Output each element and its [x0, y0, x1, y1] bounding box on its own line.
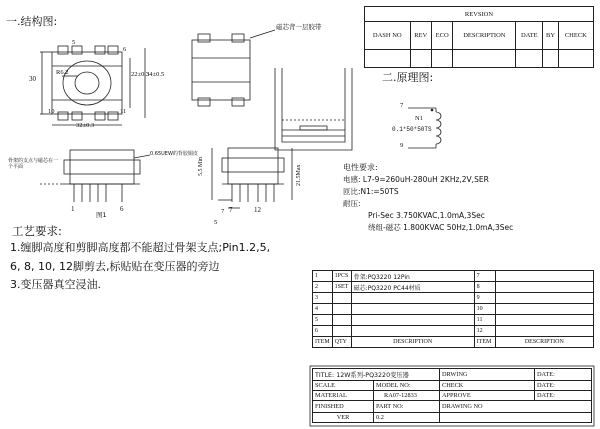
dim-5: 5	[214, 219, 218, 226]
figure-label: 图1	[96, 211, 107, 219]
rev-col-check: CHECK	[558, 22, 593, 50]
pin-1-front: 1	[71, 205, 75, 213]
bom-row	[313, 326, 594, 337]
process-line-2: 6, 8, 10, 12脚剪去,标贴贴在变压器的旁边	[10, 260, 220, 273]
hipot-winding-core: 绕组-磁芯 1.800KVAC 50Hz,1.0mA,3Sec	[368, 223, 514, 232]
bom-row	[313, 293, 594, 304]
bom-item: 5	[313, 315, 333, 326]
bom-qty	[332, 304, 351, 315]
bom-item-2: 12	[474, 326, 495, 337]
bom-header-desc-2: DESCRIPTION	[495, 337, 593, 348]
tb-model-value: RA07-12833	[374, 391, 440, 401]
revision-table	[364, 6, 594, 68]
electrical-inductance: 电感: L7-9=260uH-280uH 2KHz,2V,SER	[343, 175, 489, 184]
hipot-pri-sec: Pri-Sec 3.750KVAC,1.0mA,3Sec	[368, 211, 485, 220]
bom-qty	[332, 315, 351, 326]
tb-title-value: 12W系列-PQ3220变压器	[336, 372, 409, 379]
bom-item: 1	[313, 271, 333, 282]
process-title: 工艺要求:	[12, 224, 62, 238]
rev-col-date: DATE	[516, 22, 543, 50]
bom-desc-2	[495, 282, 593, 293]
bom-header-desc: DESCRIPTION	[351, 337, 474, 348]
bom-item-2: 9	[474, 293, 495, 304]
tb-title-label: TITLE:	[315, 372, 335, 379]
bom-item: 4	[313, 304, 333, 315]
bom-desc: 磁芯:PQ3220 PC44材质	[351, 282, 474, 293]
dim-7: 7	[221, 208, 225, 215]
tb-ver-value: 0.2	[374, 413, 440, 423]
tb-ver: VER	[313, 413, 374, 423]
bom-header-qty: QTY	[332, 337, 351, 348]
support-note-label: 骨架的支点与磁芯在一个平面	[8, 158, 59, 170]
bom-desc-2	[495, 304, 593, 315]
process-line-1: 1.缠脚高度和剪脚高度都不能超过骨架支点;Pin1.2,5,	[10, 241, 271, 254]
bom-desc: 骨架:PQ3220 12Pin	[351, 271, 474, 282]
schematic-pin-9: 9	[400, 142, 404, 149]
tb-drwing: DRWING	[440, 369, 535, 381]
pin-5: 5	[72, 39, 76, 46]
winding-spec: 0.1*50*50TS	[392, 126, 432, 133]
bom-header-item: ITEM	[313, 337, 333, 348]
tb-date-1: DATE:	[535, 369, 592, 381]
tb-model-label: MODEL NO:	[374, 381, 440, 391]
rev-col-rev: REV	[410, 22, 431, 50]
bom-row	[313, 304, 594, 315]
bom-desc-2	[495, 271, 593, 282]
process-line-3: 3.变压器真空浸油.	[10, 278, 101, 291]
bom-desc-2	[495, 326, 593, 337]
bom-row	[313, 282, 594, 293]
core-cup-view	[275, 68, 352, 150]
revision-title: REVSION	[365, 7, 594, 22]
bom-desc	[351, 326, 474, 337]
bom-desc	[351, 293, 474, 304]
tb-check: CHECK	[440, 381, 535, 391]
pin-11: 11	[120, 108, 127, 115]
pin-10: 10	[48, 108, 55, 115]
dim-radius: R6.2	[56, 69, 69, 76]
dim-30: 30	[29, 75, 36, 83]
top-view	[40, 46, 145, 125]
tb-date-2: DATE:	[535, 381, 592, 391]
pin-6: 6	[123, 46, 127, 53]
pin-7-front: 7	[229, 206, 233, 214]
tb-finished: FINISHED	[313, 401, 374, 413]
title-block-table	[312, 368, 592, 423]
winding-name: N1	[415, 115, 423, 122]
pin-6-front: 6	[120, 205, 124, 213]
rev-col-by: BY	[543, 22, 558, 50]
bom-item-2: 11	[474, 315, 495, 326]
schematic-pin-7: 7	[400, 102, 404, 109]
bom-item: 3	[313, 293, 333, 304]
electrical-turns: 匝比:N1:=50TS	[343, 187, 399, 196]
tb-material: MATERIAL	[313, 391, 374, 401]
bom-item: 2	[313, 282, 333, 293]
bom-row	[313, 315, 594, 326]
rev-col-eco: ECO	[431, 22, 452, 50]
dim-22: 22±0.3	[131, 71, 150, 78]
bom-item: 6	[313, 326, 333, 337]
bom-header-row	[313, 337, 594, 348]
rev-col-dash: DASH NO	[365, 22, 411, 50]
hipot-title: 耐压:	[343, 199, 361, 208]
wire-note-label: 0.65UEW的背胶铜皮	[150, 151, 198, 157]
tb-title	[313, 369, 440, 381]
tb-approve: APPROVE	[440, 391, 535, 401]
bom-desc-2	[495, 315, 593, 326]
dot-marker	[431, 109, 434, 112]
tb-scale: SCALE	[313, 381, 374, 391]
electrical-title: 电性要求:	[343, 163, 378, 172]
dim-5-5: 5.5 Min	[198, 156, 204, 176]
bom-qty: 1SET	[332, 282, 351, 293]
core-tape-label: 磁芯背一层胶带	[276, 23, 322, 31]
dim-32: 32±0.3	[76, 122, 95, 129]
bom-item-2: 7	[474, 271, 495, 282]
bom-qty	[332, 326, 351, 337]
tb-drawing-no: DRAWING NO	[440, 401, 592, 413]
bom-qty	[332, 293, 351, 304]
front-view-2	[212, 148, 292, 208]
tb-part-label: PART NO:	[374, 401, 440, 413]
bom-header-item-2: ITEM	[474, 337, 495, 348]
bom-desc	[351, 304, 474, 315]
bom-table	[312, 270, 594, 348]
bom-qty: 1PCS	[332, 271, 351, 282]
principle-title: 二.原理图:	[382, 71, 434, 84]
tb-date-3: DATE:	[535, 391, 592, 401]
structure-title: 一.结构图:	[6, 15, 58, 28]
side-view-1	[192, 30, 275, 106]
bom-desc	[351, 315, 474, 326]
dim-34: 34±0.5	[146, 71, 165, 78]
bom-item-2: 8	[474, 282, 495, 293]
rev-col-description: DESCRIPTION	[453, 22, 516, 50]
bom-item-2: 10	[474, 304, 495, 315]
bom-desc-2	[495, 293, 593, 304]
dim-21-5: 21.5Max	[296, 164, 302, 186]
bom-row	[313, 271, 594, 282]
pin-12-front: 12	[254, 206, 261, 214]
